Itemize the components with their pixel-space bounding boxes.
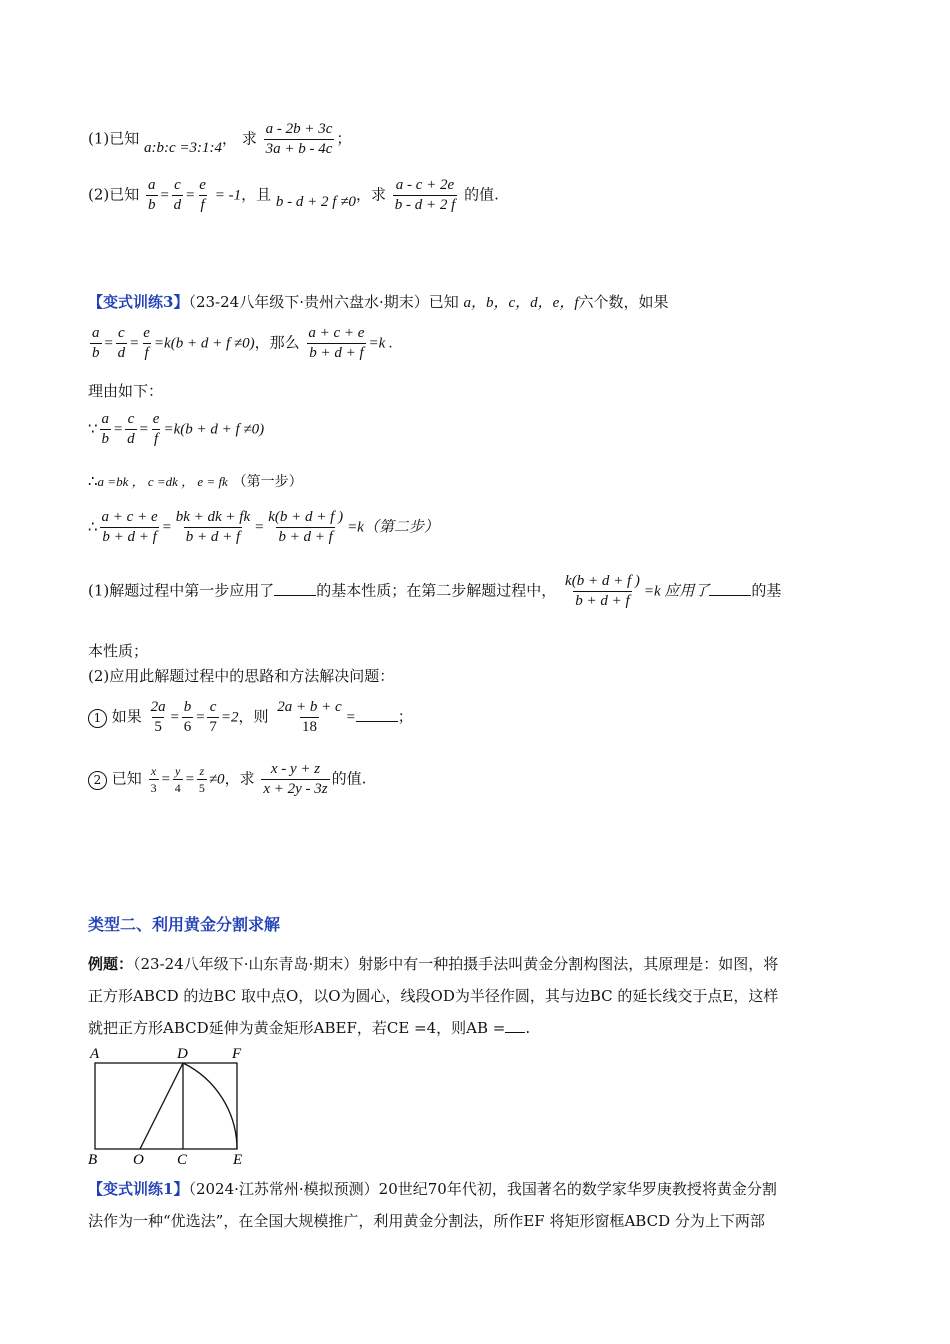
therefore-symbol-2: ∴: [88, 517, 98, 536]
q2-f1d: b: [148, 197, 156, 213]
v3-b-f3d: f: [154, 431, 159, 447]
v3-s2-n2: bk + dk + fk: [175, 509, 251, 525]
q2-fraction: [393, 178, 458, 213]
example-text-1: （23-24八年级下·山东青岛·期末）射影中有一种拍摄手法叫黄金分割构图法，其原理是：如图，将: [133, 955, 779, 973]
v3-step1-note: （第一步）: [232, 474, 303, 490]
v3-p1-b: 的基本性质；在第二步解题过程中，: [316, 581, 557, 600]
v3-sub1: 1 如果 $\frac{2a}{5}$ = $\frac{b}{6}$ = $\frac{c}{7}$ =2，则 $\frac{2a + b + c}{18}$ = ；: [88, 700, 413, 735]
v1-paragraph: [88, 1173, 860, 1237]
v3-f1d: b: [92, 345, 100, 361]
v3-s1-den: 18: [301, 719, 317, 735]
v3-s2-f2d: 4: [174, 781, 181, 795]
circle-number-2: 2: [88, 771, 107, 790]
v3-b-frac2: [125, 412, 137, 447]
rectangle-abef: [95, 1063, 237, 1149]
v3-s1-end: ；: [397, 707, 413, 726]
v3-s2b-frac3: [197, 765, 207, 794]
v3-s1-f3n: c: [209, 699, 217, 715]
v3-f3n: e: [143, 325, 150, 341]
v3-s2-f2n: y: [175, 764, 181, 778]
label-b: B: [88, 1152, 98, 1166]
v3-s1-frac1: [149, 700, 168, 735]
v3-s2-cond: ≠0: [208, 771, 225, 788]
v3-b-frac1: [100, 412, 112, 447]
v3-step2-note: =k（第二步）: [347, 519, 439, 536]
q2-denominator: b - d + 2 f: [394, 197, 456, 213]
v3-b-frac3: [151, 412, 162, 447]
v3-sub2: 2 已知 $\frac{x}{3}$ = $\frac{y}{4}$ = $\frac{z}{5}$ ≠0，求 $\frac{x - y + z}{x + 2y - 3z}$ 的值.: [88, 762, 366, 797]
v3-step2: ∴ $\frac{a + c + e}{b + d + f}$ = $\frac{bk + dk + fk}{b + d + f}$ = $\frac{k(b + d + f )}{b + d + f}$ =k（第二步）: [88, 509, 439, 545]
q1-label: (1)已知: [88, 129, 140, 148]
label-d: D: [177, 1046, 188, 1062]
v3-p1-d-text: 的基: [751, 581, 782, 600]
q1-ratio: a:b:c =3:1:4: [144, 139, 223, 156]
v3-s1-f2d: 6: [183, 719, 192, 735]
v3-s2-d1: b + d + f: [102, 529, 157, 545]
v3-p1-frac: [563, 574, 642, 609]
v3-s2-target: [261, 762, 329, 797]
v3-s1-f2n: b: [183, 699, 192, 715]
v3-s2-n3: k(b + d + f ): [268, 509, 344, 525]
q2-ask: ，求: [355, 185, 386, 204]
label-e: E: [233, 1152, 243, 1166]
v3-s1-frac3: [207, 700, 219, 735]
answer-blank-3[interactable]: [356, 708, 398, 722]
v3-b-f1d: b: [101, 431, 110, 447]
v3-s2-f1n: x: [150, 764, 157, 778]
v3-s2b-frac2: [173, 765, 183, 794]
segment-od: [140, 1063, 183, 1149]
v3-sum-fraction: [306, 326, 366, 361]
v3-p1-n: k(b + d + f ): [565, 573, 640, 589]
v3-f3d: f: [144, 345, 149, 361]
v3-s2-n1: a + c + e: [101, 509, 158, 525]
v3-b-f1n: a: [101, 411, 110, 427]
v3-s2-end: 的值.: [331, 769, 367, 788]
q2-end: 的值.: [464, 185, 499, 204]
q2-f3d: f: [200, 197, 205, 213]
q1-fraction: [264, 122, 335, 157]
circle-number-1: 1: [88, 709, 107, 728]
v1-line-2: 法作为一种“优选法”，在全国大规模推广，利用黄金分割法，所作EF 将矩形窗框ABCD 分为上下两部: [88, 1212, 765, 1230]
arc-de: [183, 1063, 237, 1149]
v3-s2-den: x + 2y - 3z: [263, 781, 328, 797]
example-text-3: 就把正方形ABCD延伸为黄金矩形ABEF，若CE =4，则AB =: [88, 1019, 506, 1037]
example-heading: 例题：: [88, 955, 134, 973]
answer-blank-1[interactable]: [274, 582, 316, 596]
v3-b-tail: =k(b + d + f ≠0): [163, 421, 265, 438]
v3-sum-num: a + c + e: [308, 325, 365, 341]
example-line-1: [88, 948, 860, 980]
v3-result: =k .: [368, 335, 393, 352]
v3-s1-frac2: [182, 700, 194, 735]
q2-frac-c-d: [172, 178, 184, 213]
v3-s1-val: =2: [220, 709, 239, 726]
q2-value: = -1: [214, 187, 242, 204]
v3-intro-end: 六个数，如果: [578, 293, 669, 311]
question-1: [88, 122, 351, 157]
v3-intro: [88, 295, 669, 311]
v3-s2-d3: b + d + f: [278, 529, 333, 545]
q2-frac-e-f: [197, 178, 208, 213]
v3-f1n: a: [92, 325, 100, 341]
q2-cond-prefix: ，且: [241, 185, 272, 204]
v3-s2-f3n: z: [199, 764, 205, 778]
golden-rectangle-figure: [86, 1044, 256, 1166]
v3-s1-f1n: 2a: [150, 699, 166, 715]
v3-step1: [88, 474, 303, 489]
label-o: O: [133, 1152, 144, 1166]
example-text-end: .: [525, 1019, 531, 1037]
q2-condition: b - d + 2 f ≠0: [275, 193, 356, 210]
question-2: (2)已知 $\frac{a}{b}$ = $\frac{c}{d}$ = $\frac{e}{f}$ = -1，且 b - d + 2 f ≠0，求 $\frac{a - c + 2e}{b - d + 2 f}$ 的值.: [88, 177, 499, 213]
v3-s1-then: ，则: [238, 707, 269, 726]
v3-b-f2d: d: [127, 431, 135, 447]
v3-p1-c: =k 应用了: [643, 583, 710, 600]
v3-b-f3n: e: [152, 411, 160, 427]
v3-reason: 理由如下：: [88, 382, 164, 400]
example-line-2: 正方形ABCD 的边BC 取中点O，以O为圆心，线段OD为半径作圆，其与边BC 的延长线交于点E，这样: [88, 987, 779, 1005]
q1-end: ；: [336, 129, 352, 148]
q2-f2d: d: [173, 197, 182, 213]
v3-s1-prefix: 如果: [111, 707, 142, 726]
v3-s2b-frac1: [149, 765, 159, 794]
v3-vars: a，b，c，d，e，f: [463, 295, 579, 311]
v3-then: ，那么: [254, 333, 300, 352]
v3-p1-d: b + d + f: [575, 593, 630, 609]
example-line-3: [88, 1012, 860, 1044]
v3-part2: (2)应用此解题过程中的思路和方法解决问题：: [88, 667, 395, 685]
v1-text-1: （2024·江苏常州·模拟预测）20世纪70年代初，我国著名的数学家华罗庚教授将黄金分割: [188, 1180, 777, 1198]
v3-s1-num: 2a + b + c: [277, 699, 342, 715]
v3-p1-tail: 本性质；: [88, 642, 149, 660]
v3-frac-e-f: [141, 326, 152, 361]
v3-s2-f3d: 5: [198, 781, 205, 795]
v3-s2-frac2: [174, 510, 252, 545]
v3-s2-num: x - y + z: [270, 761, 321, 777]
v3-frac-c-d: [116, 326, 128, 361]
label-c: C: [177, 1152, 188, 1166]
v3-s2-f1d: 3: [150, 781, 157, 795]
section-title: 类型二、利用黄金分割求解: [88, 915, 281, 934]
v3-f2d: d: [117, 345, 126, 361]
v3-s1-target: [275, 700, 343, 735]
q2-f1n: a: [148, 177, 156, 193]
q2-frac-a-b: [146, 178, 158, 213]
q2-numerator: a - c + 2e: [395, 177, 455, 193]
q2-f2n: c: [174, 177, 181, 193]
q1-denominator: 3a + b - 4c: [265, 141, 333, 157]
v3-s2-d2: b + d + f: [185, 529, 241, 545]
answer-blank-2[interactable]: [709, 582, 751, 596]
v3-source: （23-24八年级下·贵州六盘水·期末）已知: [188, 293, 459, 311]
v1-heading: 【变式训练1】: [88, 1180, 189, 1198]
therefore-symbol-1: ∴: [88, 472, 98, 490]
v3-s2-ask: ，求: [224, 769, 255, 788]
v3-because-line: ∵ $\frac{a}{b}$ = $\frac{c}{d}$ = $\frac{e}{f}$ =k(b + d + f ≠0): [88, 411, 265, 447]
because-symbol: ∵: [88, 419, 98, 438]
v3-heading: 【变式训练3】: [88, 293, 189, 311]
example-paragraph: [88, 948, 860, 1044]
v3-f2n: c: [118, 325, 125, 341]
q1-ask: 求: [241, 129, 257, 148]
v3-s2-frac3: [266, 510, 345, 545]
v3-part1: [88, 574, 781, 609]
v3-condition-line: $\frac{a}{b}$ = $\frac{c}{d}$ = $\frac{e}{f}$ =k(b + d + f ≠0)，那么 $\frac{a + c + e}{b + d + f}$ =k .: [92, 325, 393, 361]
q2-label: (2)已知: [88, 185, 140, 204]
q1-numerator: a - 2b + 3c: [265, 121, 333, 137]
v3-cond-tail: =k(b + d + f ≠0): [153, 335, 255, 352]
q1-sep: ，: [222, 129, 238, 148]
v3-s1-f3d: 7: [209, 719, 217, 735]
v3-s2-prefix: 已知: [111, 769, 142, 788]
v3-frac-a-b: [90, 326, 102, 361]
label-a: A: [90, 1046, 100, 1062]
v3-p1-a: (1)解题过程中第一步应用了: [88, 581, 275, 600]
v3-sum-den: b + d + f: [309, 345, 364, 361]
answer-blank-4[interactable]: [505, 1019, 525, 1033]
v3-step1-eqs: a =bk ， c =dk ， e = fk: [97, 474, 228, 489]
v3-s2-frac1: [100, 510, 160, 545]
q2-f3n: e: [199, 177, 206, 193]
v1-line-1: [88, 1173, 860, 1205]
label-f: F: [232, 1046, 242, 1062]
v3-b-f2n: c: [127, 411, 135, 427]
v3-s1-f1d: 5: [154, 719, 162, 735]
